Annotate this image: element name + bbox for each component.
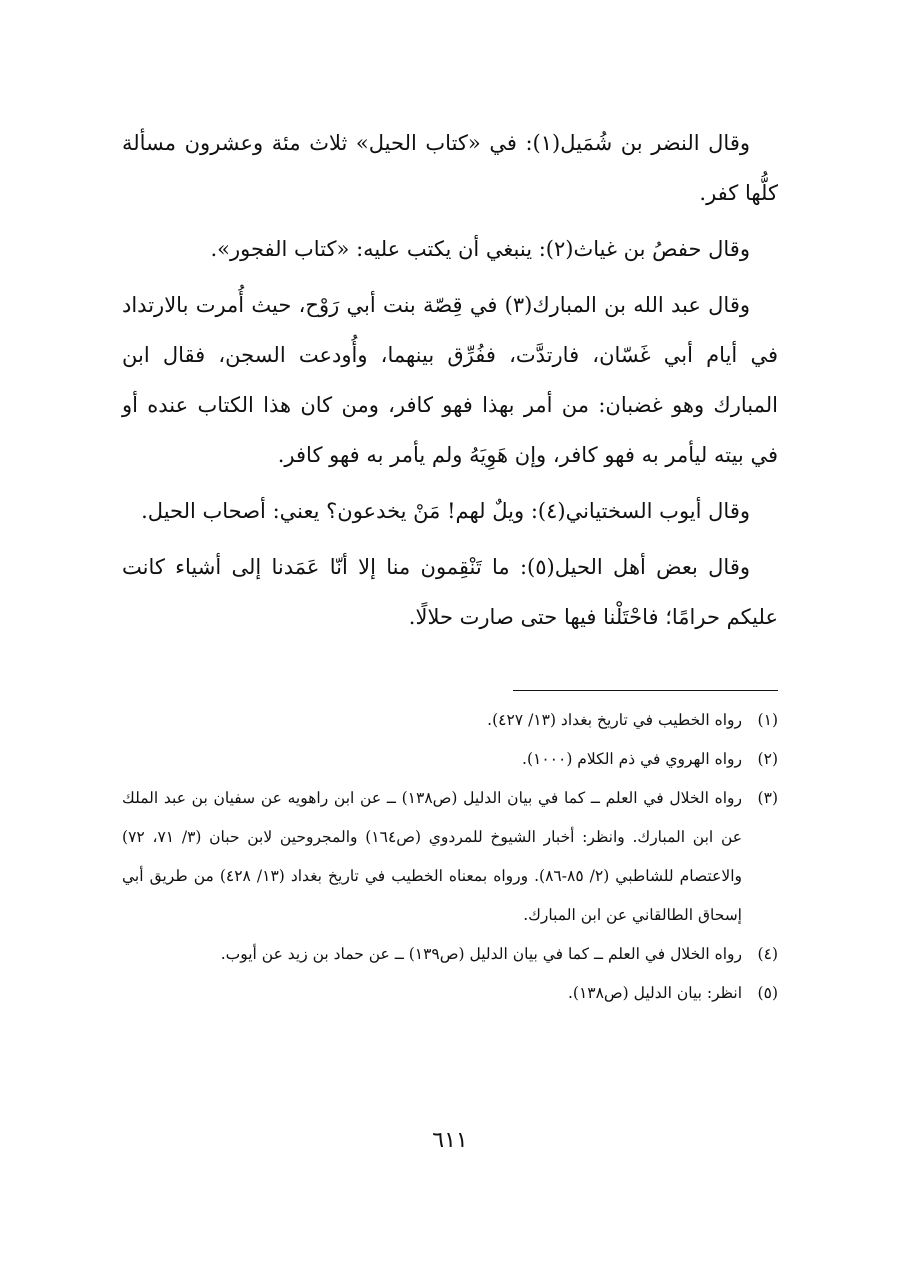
paragraph: وقال أيوب السختياني(٤): ويلٌ لهم! مَنْ يخدعون؟ يعني: أصحاب الحيل. (141, 499, 750, 523)
footnote-text: انظر: بيان الدليل (ص١٣٨). (567, 984, 742, 1002)
footnote-number: (٣) (757, 789, 778, 807)
paragraph: وقال بعض أهل الحيل(٥): ما تَنْقِمون منا إلا أنّا عَمَدنا إلى أشياء كانت عليكم حرامًا؛ فاحْتَلْنا فيها حتى صارت حلالًا. (122, 555, 778, 629)
footnote (122, 974, 778, 1013)
footnote-number: (٤) (757, 945, 778, 963)
footnote-divider (513, 690, 778, 691)
footnotes (122, 701, 778, 1013)
footnote-text: رواه الهروي في ذم الكلام (١٠٠٠). (522, 750, 742, 768)
page-body (122, 118, 778, 1013)
footnote-number: (١) (757, 711, 778, 729)
footnote-text: رواه الخلال في العلم ــ كما في بيان الدليل (ص١٣٨) ــ عن ابن راهويه عن سفيان بن عبد الملك عن ابن المبارك. وانظر: أخبار الشيوخ للمردوي (ص١٦٤) والمجروحين لابن حبان (٣/ ٧١، ٧٢) والاعتصام للشاطبي (٢/ ٨٥-٨٦). ورواه بمعناه الخطيب في تاريخ بغداد (١٣/ ٤٢٨) من طريق أبي إسحاق الطالقاني عن ابن المبارك. (122, 789, 742, 924)
footnote-number: (٢) (757, 750, 778, 768)
footnote-text: رواه الخلال في العلم ــ كما في بيان الدليل (ص١٣٩) ــ عن حماد بن زيد عن أيوب. (220, 945, 742, 963)
footnote (122, 701, 778, 740)
paragraph: وقال عبد الله بن المبارك(٣) في قِصّة بنت أبي رَوْح، حيث أُمرت بالارتداد في أيام أبي غَسّان، فارتدَّت، ففُرِّق بينهما، وأُودعت السجن، فقال ابن المبارك وهو غضبان: من أمر بهذا فهو كافر، ومن كان هذا الكتاب عنده أو في بيته ليأمر به فهو كافر، وإن هَوِيَهُ ولم يأمر به فهو كافر. (122, 293, 778, 467)
footnote (122, 740, 778, 779)
page-number: ٦١١ (432, 1128, 468, 1153)
footnote-text: رواه الخطيب في تاريخ بغداد (١٣/ ٤٢٧). (487, 711, 742, 729)
footnote (122, 779, 778, 935)
paragraph: وقال حفصُ بن غياث(٢): ينبغي أن يكتب عليه: «كتاب الفجور». (210, 237, 750, 261)
footnote-number: (٥) (757, 984, 778, 1002)
footnote (122, 935, 778, 974)
paragraph: وقال النضر بن شُمَيل(١): في «كتاب الحيل» ثلاث مئة وعشرون مسألة كلُّها كفر. (122, 131, 778, 205)
